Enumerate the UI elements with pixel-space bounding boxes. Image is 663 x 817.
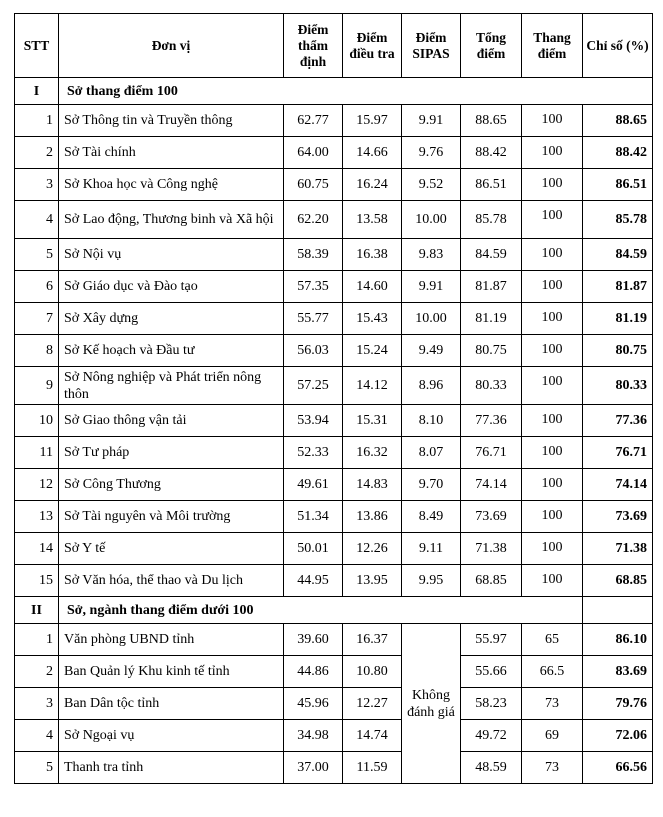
row-index: 76.71 <box>583 437 653 469</box>
row-stt: 6 <box>15 271 59 303</box>
row-unit: Sở Ngoại vụ <box>59 720 284 752</box>
row-index: 79.76 <box>583 688 653 720</box>
row-appraisal: 51.34 <box>284 501 343 533</box>
row-scale: 100 <box>522 169 583 201</box>
table-row <box>15 271 653 303</box>
header-row <box>15 14 653 78</box>
row-total: 80.75 <box>461 335 522 367</box>
row-sipas: 8.10 <box>402 405 461 437</box>
row-total: 81.87 <box>461 271 522 303</box>
row-stt: 1 <box>15 105 59 137</box>
row-stt: 5 <box>15 752 59 784</box>
row-sipas: 9.91 <box>402 271 461 303</box>
table-row <box>15 201 653 239</box>
row-unit: Sở Khoa học và Công nghệ <box>59 169 284 201</box>
row-survey: 14.83 <box>343 469 402 501</box>
row-appraisal: 37.00 <box>284 752 343 784</box>
header-stt: STT <box>15 14 59 78</box>
row-appraisal: 64.00 <box>284 137 343 169</box>
row-scale: 100 <box>522 271 583 303</box>
row-unit: Sở Giáo dục và Đào tạo <box>59 271 284 303</box>
section-2-empty-cell <box>583 597 653 624</box>
row-appraisal: 50.01 <box>284 533 343 565</box>
row-unit: Sở Công Thương <box>59 469 284 501</box>
row-scale: 100 <box>522 437 583 469</box>
row-appraisal: 52.33 <box>284 437 343 469</box>
row-scale: 69 <box>522 720 583 752</box>
section-1-title: Sở thang điểm 100 <box>59 78 653 105</box>
row-unit: Sở Tài chính <box>59 137 284 169</box>
row-index: 71.38 <box>583 533 653 565</box>
row-unit: Sở Thông tin và Truyền thông <box>59 105 284 137</box>
row-unit: Sở Lao động, Thương binh và Xã hội <box>59 201 284 239</box>
section-2-header <box>15 597 653 624</box>
row-index: 74.14 <box>583 469 653 501</box>
row-total: 84.59 <box>461 239 522 271</box>
row-scale: 100 <box>522 405 583 437</box>
row-stt: 3 <box>15 688 59 720</box>
row-survey: 15.31 <box>343 405 402 437</box>
row-appraisal: 62.20 <box>284 201 343 239</box>
row-appraisal: 57.35 <box>284 271 343 303</box>
row-scale: 73 <box>522 688 583 720</box>
sipas-not-evaluated: Không đánh giá <box>402 624 461 784</box>
row-scale: 100 <box>522 501 583 533</box>
row-stt: 1 <box>15 624 59 656</box>
row-appraisal: 45.96 <box>284 688 343 720</box>
row-index: 88.65 <box>583 105 653 137</box>
row-unit: Sở Văn hóa, thể thao và Du lịch <box>59 565 284 597</box>
row-index: 83.69 <box>583 656 653 688</box>
table-row <box>15 405 653 437</box>
row-survey: 14.66 <box>343 137 402 169</box>
row-unit: Sở Tài nguyên và Môi trường <box>59 501 284 533</box>
row-sipas: 8.49 <box>402 501 461 533</box>
table-row <box>15 752 653 784</box>
section-2-title: Sở, ngành thang điểm dưới 100 <box>59 597 583 624</box>
row-sipas: 9.70 <box>402 469 461 501</box>
row-total: 77.36 <box>461 405 522 437</box>
row-total: 85.78 <box>461 201 522 239</box>
row-index: 73.69 <box>583 501 653 533</box>
row-survey: 15.24 <box>343 335 402 367</box>
row-sipas: 9.52 <box>402 169 461 201</box>
row-scale: 100 <box>522 533 583 565</box>
table-row <box>15 720 653 752</box>
row-appraisal: 53.94 <box>284 405 343 437</box>
row-sipas: 8.96 <box>402 367 461 405</box>
table-row <box>15 501 653 533</box>
row-sipas: 9.11 <box>402 533 461 565</box>
row-survey: 10.80 <box>343 656 402 688</box>
row-sipas: 9.49 <box>402 335 461 367</box>
score-table <box>14 13 653 784</box>
table-row <box>15 239 653 271</box>
row-total: 80.33 <box>461 367 522 405</box>
row-scale: 73 <box>522 752 583 784</box>
row-total: 71.38 <box>461 533 522 565</box>
row-scale: 100 <box>522 565 583 597</box>
table-row <box>15 137 653 169</box>
table-row <box>15 565 653 597</box>
row-total: 86.51 <box>461 169 522 201</box>
row-stt: 2 <box>15 656 59 688</box>
row-survey: 16.24 <box>343 169 402 201</box>
row-survey: 12.26 <box>343 533 402 565</box>
row-survey: 13.95 <box>343 565 402 597</box>
row-unit: Ban Quản lý Khu kinh tế tỉnh <box>59 656 284 688</box>
row-scale: 100 <box>522 335 583 367</box>
row-appraisal: 39.60 <box>284 624 343 656</box>
table-row <box>15 105 653 137</box>
header-survey: Điểm điều tra <box>343 14 402 78</box>
section-1-header <box>15 78 653 105</box>
table-row <box>15 469 653 501</box>
row-appraisal: 57.25 <box>284 367 343 405</box>
header-index: Chỉ số (%) <box>583 14 653 78</box>
row-unit: Thanh tra tỉnh <box>59 752 284 784</box>
row-stt: 14 <box>15 533 59 565</box>
row-survey: 15.97 <box>343 105 402 137</box>
table-row <box>15 437 653 469</box>
row-stt: 7 <box>15 303 59 335</box>
row-scale: 100 <box>522 303 583 335</box>
row-scale: 100 <box>522 137 583 169</box>
row-appraisal: 62.77 <box>284 105 343 137</box>
row-total: 55.66 <box>461 656 522 688</box>
row-total: 49.72 <box>461 720 522 752</box>
row-appraisal: 58.39 <box>284 239 343 271</box>
section-1-roman: I <box>15 78 59 105</box>
row-scale: 100 <box>522 469 583 501</box>
row-index: 77.36 <box>583 405 653 437</box>
row-stt: 4 <box>15 720 59 752</box>
row-total: 73.69 <box>461 501 522 533</box>
row-stt: 8 <box>15 335 59 367</box>
row-unit: Sở Kế hoạch và Đầu tư <box>59 335 284 367</box>
row-scale: 66.5 <box>522 656 583 688</box>
row-appraisal: 55.77 <box>284 303 343 335</box>
row-index: 80.75 <box>583 335 653 367</box>
table-row <box>15 335 653 367</box>
row-index: 86.10 <box>583 624 653 656</box>
row-index: 80.33 <box>583 367 653 405</box>
row-appraisal: 44.86 <box>284 656 343 688</box>
row-total: 55.97 <box>461 624 522 656</box>
row-index: 66.56 <box>583 752 653 784</box>
header-unit: Đơn vị <box>59 14 284 78</box>
row-appraisal: 60.75 <box>284 169 343 201</box>
header-scale: Thang điểm <box>522 14 583 78</box>
table-row <box>15 533 653 565</box>
row-sipas: 10.00 <box>402 303 461 335</box>
row-survey: 13.86 <box>343 501 402 533</box>
row-survey: 16.32 <box>343 437 402 469</box>
row-sipas: 8.07 <box>402 437 461 469</box>
row-scale: 100 <box>522 367 583 405</box>
table-row <box>15 656 653 688</box>
row-unit: Sở Giao thông vận tải <box>59 405 284 437</box>
row-survey: 16.37 <box>343 624 402 656</box>
row-index: 68.85 <box>583 565 653 597</box>
row-scale: 100 <box>522 105 583 137</box>
row-stt: 12 <box>15 469 59 501</box>
row-unit: Ban Dân tộc tỉnh <box>59 688 284 720</box>
row-unit: Sở Tư pháp <box>59 437 284 469</box>
row-survey: 16.38 <box>343 239 402 271</box>
table-row <box>15 624 653 656</box>
row-stt: 2 <box>15 137 59 169</box>
row-stt: 11 <box>15 437 59 469</box>
row-appraisal: 44.95 <box>284 565 343 597</box>
header-total: Tổng điểm <box>461 14 522 78</box>
row-sipas: 10.00 <box>402 201 461 239</box>
row-unit: Sở Y tế <box>59 533 284 565</box>
row-survey: 11.59 <box>343 752 402 784</box>
row-survey: 12.27 <box>343 688 402 720</box>
row-index: 72.06 <box>583 720 653 752</box>
row-survey: 14.74 <box>343 720 402 752</box>
table-row <box>15 688 653 720</box>
row-stt: 15 <box>15 565 59 597</box>
row-survey: 15.43 <box>343 303 402 335</box>
row-stt: 10 <box>15 405 59 437</box>
row-stt: 5 <box>15 239 59 271</box>
row-survey: 14.12 <box>343 367 402 405</box>
row-scale: 100 <box>522 239 583 271</box>
header-appraisal: Điểm thẩm định <box>284 14 343 78</box>
row-survey: 13.58 <box>343 201 402 239</box>
table-row <box>15 367 653 405</box>
section-2-roman: II <box>15 597 59 624</box>
row-sipas: 9.91 <box>402 105 461 137</box>
row-index: 84.59 <box>583 239 653 271</box>
row-total: 88.42 <box>461 137 522 169</box>
row-survey: 14.60 <box>343 271 402 303</box>
row-total: 76.71 <box>461 437 522 469</box>
row-index: 88.42 <box>583 137 653 169</box>
row-appraisal: 34.98 <box>284 720 343 752</box>
header-sipas: Điểm SIPAS <box>402 14 461 78</box>
row-stt: 13 <box>15 501 59 533</box>
row-appraisal: 56.03 <box>284 335 343 367</box>
row-index: 81.87 <box>583 271 653 303</box>
table-row <box>15 169 653 201</box>
row-unit: Văn phòng UBND tỉnh <box>59 624 284 656</box>
row-scale: 65 <box>522 624 583 656</box>
row-total: 74.14 <box>461 469 522 501</box>
row-scale: 100 <box>522 201 583 239</box>
row-sipas: 9.83 <box>402 239 461 271</box>
row-index: 85.78 <box>583 201 653 239</box>
row-unit: Sở Nông nghiệp và Phát triển nông thôn <box>59 367 284 405</box>
table-row <box>15 303 653 335</box>
row-stt: 9 <box>15 367 59 405</box>
row-stt: 4 <box>15 201 59 239</box>
row-unit: Sở Nội vụ <box>59 239 284 271</box>
row-total: 48.59 <box>461 752 522 784</box>
row-stt: 3 <box>15 169 59 201</box>
row-total: 81.19 <box>461 303 522 335</box>
row-unit: Sở Xây dựng <box>59 303 284 335</box>
row-index: 86.51 <box>583 169 653 201</box>
row-appraisal: 49.61 <box>284 469 343 501</box>
row-sipas: 9.95 <box>402 565 461 597</box>
row-sipas: 9.76 <box>402 137 461 169</box>
row-index: 81.19 <box>583 303 653 335</box>
row-total: 68.85 <box>461 565 522 597</box>
row-total: 88.65 <box>461 105 522 137</box>
row-total: 58.23 <box>461 688 522 720</box>
